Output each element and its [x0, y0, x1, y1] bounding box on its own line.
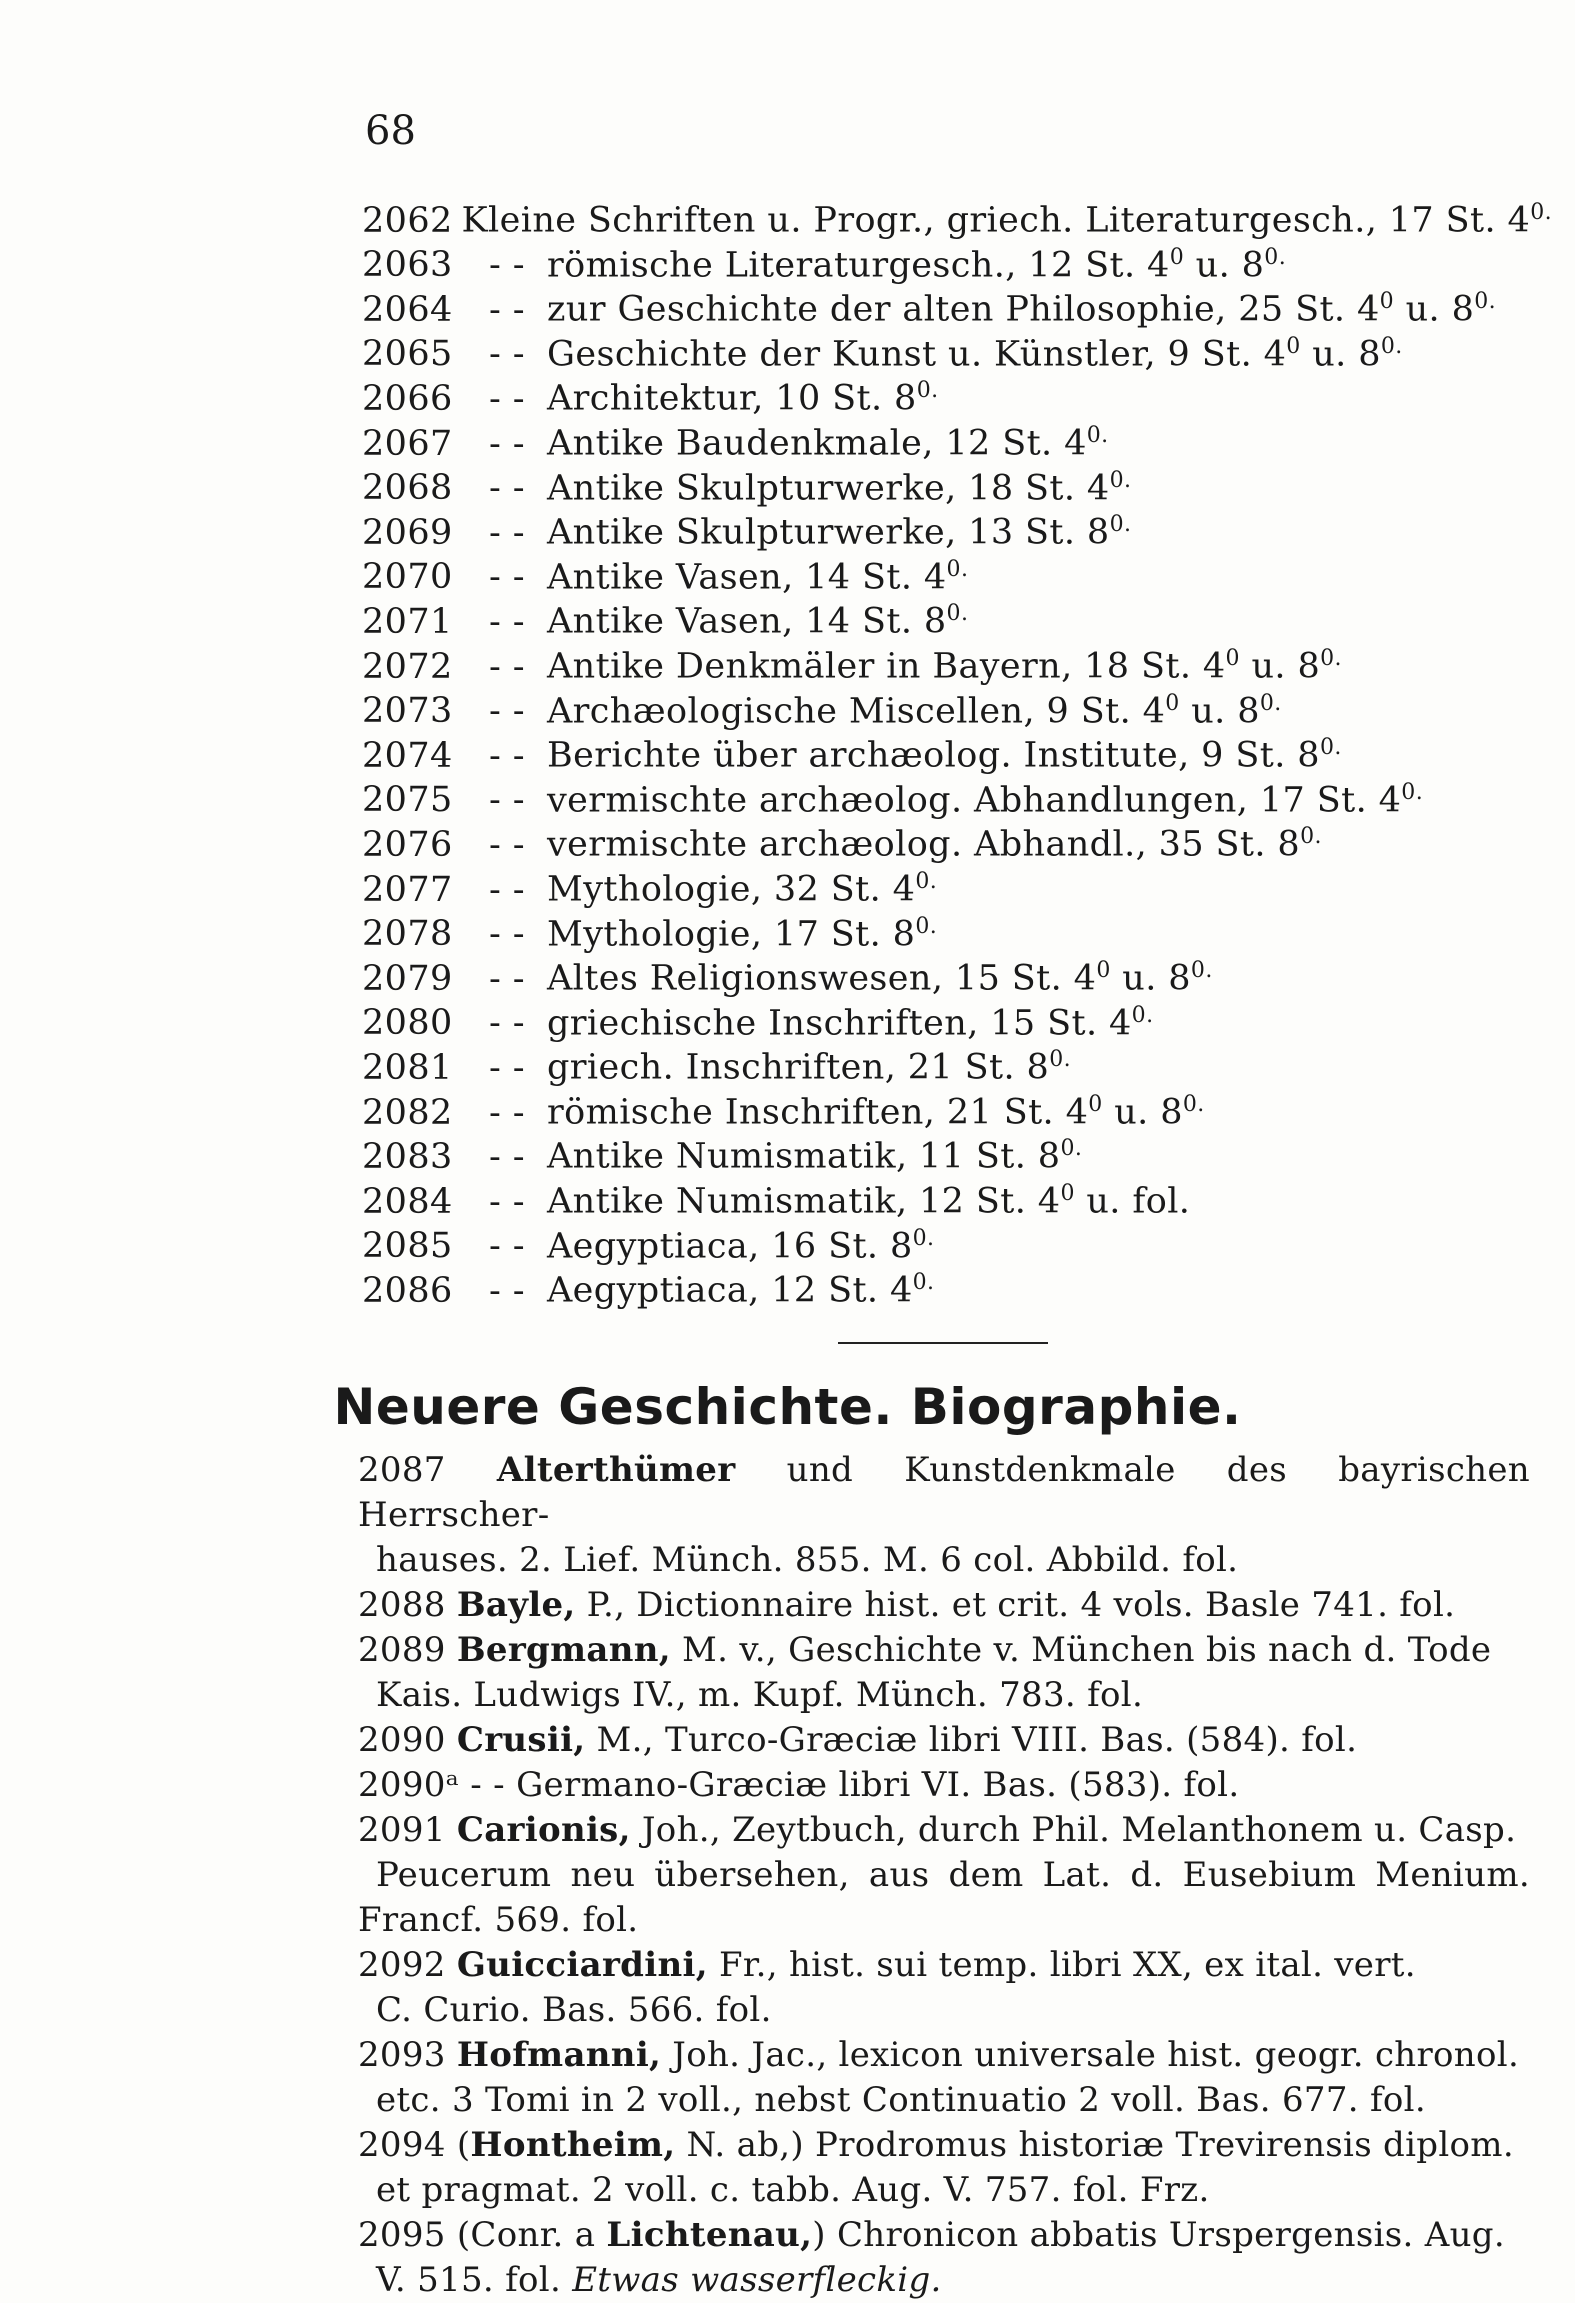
ditto-mark: - -: [489, 1137, 525, 1178]
entry-prefix: - -: [470, 1765, 517, 1805]
item-number: 2086: [362, 1270, 453, 1311]
item-description: Antike Vasen, 14 St. 4: [547, 557, 947, 598]
list-item: [362, 289, 1552, 334]
ditto-mark: - -: [489, 468, 525, 509]
entry-title: M. v., Geschichte v. München bis nach d. Tode: [670, 1630, 1492, 1670]
format-superscript: 0.: [1380, 333, 1403, 359]
item-number: 2070: [362, 557, 453, 598]
ditto-mark: - -: [489, 1226, 525, 1267]
item-description: Antike Baudenkmale, 12 St. 4: [547, 423, 1087, 464]
format-superscript: 0.: [915, 913, 938, 939]
list-item: [362, 824, 1552, 869]
ditto-mark: - -: [489, 646, 525, 687]
format-superscript: 0.: [1530, 200, 1552, 225]
ditto-mark: - -: [489, 914, 525, 955]
format-superscript: 0: [1060, 1181, 1075, 1207]
entry-number: 2087: [358, 1450, 446, 1490]
entry-number: 2088: [358, 1585, 446, 1625]
ditto-mark: - -: [489, 557, 525, 598]
ditto-mark: - -: [489, 1003, 525, 1044]
format-superscript: 0: [1286, 333, 1301, 359]
item-description: Antike Numismatik, 11 St. 8: [547, 1137, 1061, 1178]
list-item: [362, 1003, 1552, 1048]
item-description-tail: u. 8: [1110, 958, 1191, 999]
list-item: [362, 1270, 1552, 1315]
item-text: [547, 245, 1286, 286]
entry-author: Guicciardini,: [456, 1945, 708, 1985]
list-item: [362, 780, 1552, 825]
format-superscript: 0.: [1060, 1136, 1083, 1162]
item-description: Archæologische Miscellen, 9 St. 4: [547, 691, 1166, 732]
list-item: [362, 958, 1552, 1003]
item-number: 2072: [362, 646, 453, 687]
item-description: Berichte über archæolog. Institute, 9 St. 8: [547, 735, 1320, 776]
item-number: 2068: [362, 468, 453, 509]
section-heading: Neuere Geschichte. Biographie.: [333, 1378, 1242, 1436]
format-superscript: 0.: [1086, 422, 1109, 448]
entry-title: Joh. Jac., lexicon universale hist. geogr. chronol.: [661, 2035, 1520, 2075]
item-number: 2081: [362, 1047, 453, 1088]
item-description: Aegyptiaca, 12 St. 4: [547, 1270, 913, 1311]
entry-prefix: (: [456, 2125, 471, 2165]
item-text: [547, 824, 1322, 865]
format-superscript: 0.: [946, 601, 969, 627]
item-description: Antike Skulpturwerke, 13 St. 8: [547, 512, 1110, 553]
item-description: Mythologie, 32 St. 4: [547, 869, 916, 910]
history-biography-entries: [358, 1448, 1530, 2303]
format-superscript: 0.: [946, 556, 969, 582]
entry-continuation: hauses. 2. Lief. Münch. 855. M. 6 col. Abbild. fol.: [376, 1540, 1239, 1580]
format-superscript: 0: [1379, 289, 1395, 315]
list-item: [362, 334, 1552, 379]
entry-author: Lichtenau,: [606, 2215, 813, 2255]
item-number: 2079: [362, 958, 453, 999]
item-number: 2062: [362, 200, 453, 241]
entry-author: Crusii,: [456, 1720, 586, 1760]
item-number: 2085: [362, 1226, 453, 1267]
list-item: [362, 378, 1552, 423]
item-description: Architektur, 10 St. 8: [547, 379, 917, 420]
item-description: Antike Denkmäler in Bayern, 18 St. 4: [547, 646, 1226, 687]
item-description-tail: u. 8: [1184, 245, 1265, 286]
item-number: 2075: [362, 780, 453, 821]
item-description: Antike Vasen, 14 St. 8: [547, 602, 947, 642]
format-superscript: 0.: [1319, 735, 1342, 761]
item-text: [547, 869, 937, 910]
catalog-entry: [358, 1583, 1530, 1628]
format-superscript: 0.: [912, 1225, 935, 1251]
format-superscript: 0.: [1259, 690, 1282, 716]
item-text: [462, 200, 1553, 241]
ditto-mark: - -: [489, 1092, 525, 1133]
list-item: [362, 1136, 1552, 1181]
list-item: [362, 512, 1552, 557]
item-number: 2071: [362, 602, 453, 642]
item-number: 2064: [362, 289, 453, 330]
format-superscript: 0.: [1131, 1002, 1154, 1028]
format-superscript: 0: [1169, 244, 1185, 270]
format-superscript: 0: [1088, 1091, 1103, 1117]
item-text: [547, 958, 1213, 999]
entry-title: Fr., hist. sui temp. libri XX, ex ital. vert.: [707, 1945, 1416, 1985]
item-description: vermischte archæolog. Abhandlungen, 17 St. 4: [547, 780, 1402, 821]
entry-author: Hontheim,: [470, 2125, 676, 2165]
ditto-mark: - -: [489, 1047, 525, 1088]
item-description: Altes Religionswesen, 15 St. 4: [547, 958, 1097, 999]
item-text: [547, 601, 968, 642]
list-item: [362, 1092, 1552, 1137]
entry-title: M., Turco-Græciæ libri VIII. Bas. (584). fol.: [585, 1720, 1358, 1760]
item-text: [547, 1181, 1190, 1222]
ditto-mark: - -: [489, 289, 525, 330]
format-superscript: 0.: [915, 868, 938, 894]
item-text: [547, 1003, 1153, 1044]
item-number: 2063: [362, 245, 453, 286]
entry-author: Bayle,: [456, 1585, 576, 1625]
item-text: [547, 691, 1282, 732]
format-superscript: 0.: [1049, 1047, 1071, 1073]
entry-title: N. ab,) Prodromus historiæ Trevirensis diplom.: [675, 2125, 1514, 2165]
entry-continuation: V. 515. fol.: [376, 2260, 573, 2300]
item-text: [547, 1047, 1071, 1088]
format-superscript: 0.: [1320, 645, 1342, 671]
item-text: [547, 557, 968, 598]
item-text: [547, 735, 1342, 776]
entry-number: 2095: [358, 2215, 446, 2255]
entry-number: 2089: [358, 1630, 446, 1670]
ditto-mark: - -: [489, 1181, 525, 1222]
ditto-mark: - -: [489, 1270, 525, 1311]
item-number: 2066: [362, 379, 453, 420]
item-description: Aegyptiaca, 16 St. 8: [547, 1226, 913, 1267]
list-item: [362, 1181, 1552, 1226]
entry-number: 2093: [358, 2035, 446, 2075]
item-description-tail: u. 8: [1239, 646, 1321, 687]
item-number: 2084: [362, 1181, 453, 1222]
ditto-mark: - -: [489, 824, 525, 865]
catalog-entry: [358, 1628, 1530, 1718]
entry-number: 2090: [358, 1720, 446, 1760]
ditto-mark: - -: [489, 245, 525, 286]
item-text: [547, 334, 1403, 375]
entry-number: 2092: [358, 1945, 446, 1985]
ditto-mark: - -: [489, 334, 525, 375]
entry-number: 2091: [358, 1810, 446, 1850]
ditto-mark: - -: [489, 423, 525, 464]
entry-prefix: (Conr. a: [456, 2215, 607, 2255]
list-item: [362, 1226, 1552, 1271]
format-superscript: 0: [1225, 645, 1240, 671]
list-item: [362, 869, 1552, 914]
entry-title: Joh., Zeytbuch, durch Phil. Melanthonem u. Casp.: [630, 1810, 1517, 1850]
item-number: 2069: [362, 512, 453, 553]
entry-number: 2090ᵃ: [358, 1765, 460, 1805]
section-divider: [838, 1342, 1048, 1344]
catalog-entry: [358, 1943, 1530, 2033]
item-description-tail: u. 8: [1394, 289, 1475, 330]
list-item: [362, 691, 1552, 736]
item-description-tail: u. fol.: [1074, 1181, 1191, 1222]
item-text: [547, 378, 939, 419]
page-number: 68: [365, 108, 416, 154]
entry-author: Hofmanni,: [456, 2035, 662, 2075]
ditto-mark: - -: [489, 691, 525, 732]
entry-continuation: etc. 3 Tomi in 2 voll., nebst Continuatio 2 voll. Bas. 677. fol.: [376, 2080, 1426, 2120]
list-item: [362, 646, 1552, 691]
entry-title: P., Dictionnaire hist. et crit. 4 vols. Basle 741. fol.: [575, 1585, 1456, 1625]
item-number: 2076: [362, 824, 453, 865]
format-superscript: 0.: [1474, 289, 1497, 315]
item-description: vermischte archæolog. Abhandl., 35 St. 8: [547, 824, 1301, 865]
entry-author: Bergmann,: [456, 1630, 671, 1670]
item-number: 2067: [362, 423, 453, 464]
list-item: [362, 735, 1552, 780]
ditto-mark: - -: [489, 958, 525, 999]
list-item: [362, 601, 1552, 646]
format-superscript: 0.: [912, 1270, 935, 1296]
entry-number: 2094: [358, 2125, 446, 2165]
ditto-mark: - -: [489, 780, 525, 821]
format-superscript: 0.: [1109, 467, 1132, 493]
ditto-mark: - -: [489, 869, 525, 910]
item-text: [547, 914, 937, 955]
item-text: [547, 646, 1342, 687]
format-superscript: 0: [1096, 958, 1111, 984]
item-text: [547, 1136, 1082, 1177]
item-description: Mythologie, 17 St. 8: [547, 914, 916, 955]
ditto-mark: - -: [489, 602, 525, 642]
entry-continuation: et pragmat. 2 voll. c. tabb. Aug. V. 757. fol. Frz.: [376, 2170, 1210, 2210]
catalog-entry: [358, 1808, 1530, 1943]
list-item: [362, 914, 1552, 959]
catalog-entry: [358, 2033, 1530, 2123]
list-item: [362, 1047, 1552, 1092]
item-description: römische Inschriften, 21 St. 4: [547, 1092, 1089, 1133]
format-superscript: 0.: [1109, 512, 1132, 538]
item-text: [547, 1270, 934, 1311]
format-superscript: 0.: [1401, 779, 1424, 805]
item-description: griechische Inschriften, 15 St. 4: [547, 1003, 1132, 1044]
entry-title: und Kunstdenkmale des bayrischen Herrscher-: [358, 1450, 1530, 1535]
format-superscript: 0: [1165, 690, 1180, 716]
item-description: Antike Numismatik, 12 St. 4: [547, 1181, 1061, 1222]
entry-title: Germano-Græciæ libri VI. Bas. (583). fol.: [516, 1765, 1240, 1805]
item-number: 2074: [362, 735, 453, 776]
item-text: [547, 1092, 1205, 1133]
item-text: [547, 512, 1131, 553]
entry-remark: Etwas wasserfleckig.: [572, 2260, 942, 2300]
item-number: 2082: [362, 1092, 453, 1133]
catalog-entry: [358, 1448, 1530, 1583]
item-text: [547, 1226, 934, 1267]
item-number: 2083: [362, 1137, 453, 1178]
ditto-mark: - -: [489, 735, 525, 776]
item-text: [547, 423, 1109, 464]
item-number: 2073: [362, 691, 453, 732]
item-description-tail: u. 8: [1102, 1092, 1183, 1133]
item-description: Antike Skulpturwerke, 18 St. 4: [547, 468, 1110, 509]
ditto-mark: - -: [489, 379, 525, 420]
item-description: zur Geschichte der alten Philosophie, 25 St. 4: [547, 289, 1380, 330]
entry-author: Carionis,: [456, 1810, 631, 1850]
entry-author: Alterthümer: [496, 1450, 736, 1490]
item-description: römische Literaturgesch., 12 St. 4: [547, 245, 1170, 286]
entry-continuation: Peucerum neu übersehen, aus dem Lat. d. Eusebium Menium. Francf. 569. fol.: [358, 1855, 1530, 1940]
catalog-entry: [358, 1763, 1530, 1808]
item-text: [547, 780, 1423, 821]
item-description-tail: u. 8: [1179, 691, 1260, 732]
entry-continuation: Kais. Ludwigs IV., m. Kupf. Münch. 783. fol.: [376, 1675, 1144, 1715]
catalog-entry: [358, 2213, 1530, 2303]
format-superscript: 0.: [916, 378, 939, 404]
format-superscript: 0.: [1300, 824, 1322, 850]
list-item: [362, 557, 1552, 602]
list-item: [362, 200, 1552, 245]
format-superscript: 0.: [1182, 1091, 1205, 1117]
list-item: [362, 468, 1552, 513]
ancient-studies-list: [362, 200, 1552, 1315]
item-description: Kleine Schriften u. Progr., griech. Literaturgesch., 17 St. 4: [461, 200, 1531, 241]
item-description-tail: u. 8: [1300, 334, 1381, 375]
catalog-entry: [358, 1718, 1530, 1763]
format-superscript: 0.: [1264, 244, 1287, 270]
item-description: griech. Inschriften, 21 St. 8: [547, 1047, 1050, 1088]
item-number: 2080: [362, 1003, 453, 1044]
item-number: 2078: [362, 914, 453, 955]
list-item: [362, 423, 1552, 468]
item-text: [547, 289, 1496, 330]
entry-title: ) Chronicon abbatis Urspergensis. Aug.: [812, 2215, 1505, 2255]
item-description: Geschichte der Kunst u. Künstler, 9 St. 4: [547, 334, 1287, 375]
format-superscript: 0.: [1190, 958, 1213, 984]
ditto-mark: - -: [489, 512, 525, 553]
entry-continuation: C. Curio. Bas. 566. fol.: [376, 1990, 772, 2030]
list-item: [362, 245, 1552, 290]
item-text: [547, 468, 1131, 509]
item-number: 2065: [362, 334, 453, 375]
item-number: 2077: [362, 869, 453, 910]
catalog-entry: [358, 2123, 1530, 2213]
